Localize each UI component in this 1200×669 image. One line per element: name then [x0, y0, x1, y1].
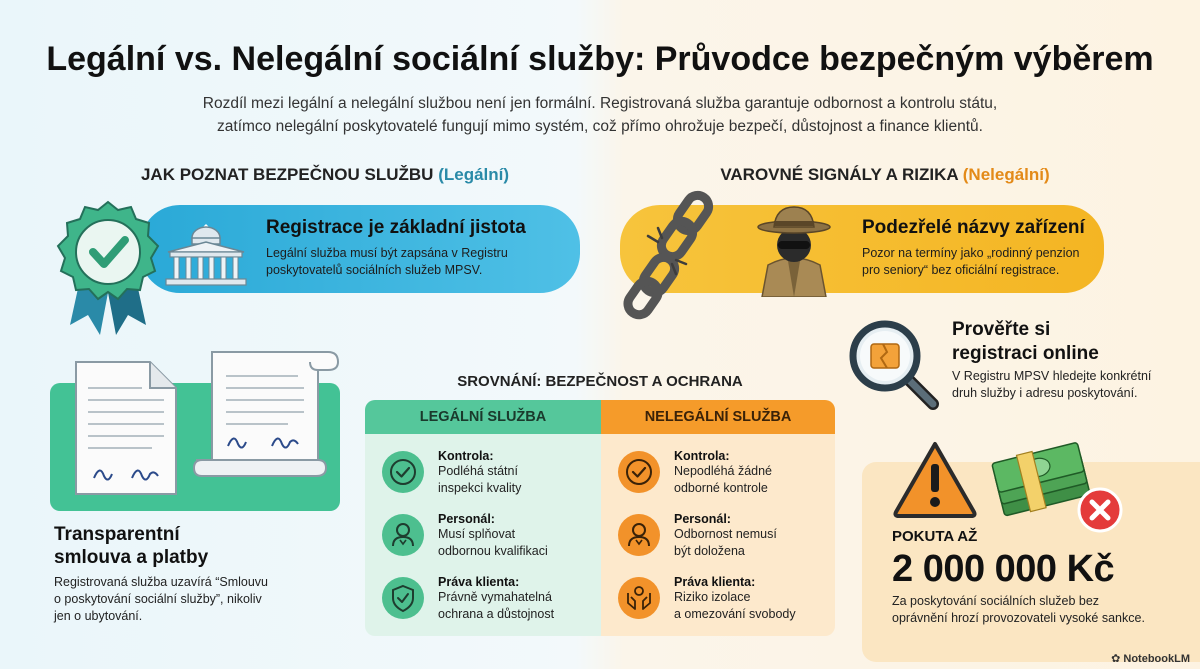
row-label: Personál: [674, 512, 731, 526]
rosette-check-icon [48, 190, 168, 345]
penalty-text [892, 593, 1192, 627]
brand-text: NotebookLM [1123, 653, 1190, 665]
row-label: Personál: [438, 512, 495, 526]
illegal-heading-text: VAROVNÉ SIGNÁLY A RIZIKA [720, 165, 959, 184]
row-text: a omezování svobody [674, 607, 796, 621]
verify-text [952, 368, 1192, 402]
penalty-label: POKUTA AŽ [892, 528, 978, 545]
penalty-text-line: oprávnění hrozí provozovateli vysoké sankce. [892, 611, 1145, 625]
comparison-title: SROVNÁNÍ: BEZPEČNOST A OCHRANA [457, 373, 743, 390]
comparison-illegal-header: NELEGÁLNÍ SLUŽBA [601, 400, 835, 434]
row-text: Musí splňovat [438, 527, 516, 541]
row-text: inspekci kvality [438, 481, 522, 495]
broken-chain-icon [622, 190, 742, 325]
penalty-text-line: Za poskytování sociálních služeb bez [892, 594, 1100, 608]
person-icon [382, 514, 424, 556]
row-text: odborné kontrole [674, 481, 768, 495]
row-label: Práva klienta: [438, 575, 520, 589]
legal-heading-text: JAK POZNAT BEZPEČNOU SLUŽBU [140, 165, 434, 184]
row-label: Kontrola: [674, 449, 730, 463]
row-label: Práva klienta: [674, 575, 756, 589]
row-text: Nepodléhá žádné [674, 464, 772, 478]
contract-text-line: o poskytování sociální služby”, nikoliv [54, 592, 262, 606]
registration-text-line: poskytovatelů sociálních služeb MPSV. [266, 263, 483, 277]
row-text: ochrana a důstojnost [438, 607, 555, 621]
contract-text-line: jen o ubytování. [54, 609, 143, 623]
penalty-amount: 2 000 000 Kč [892, 548, 1115, 590]
comparison-illegal-row [674, 512, 777, 560]
cross-icon [1076, 486, 1124, 539]
spy-icon [744, 205, 844, 302]
verify-text-line: druh služby i adresu poskytování. [952, 386, 1138, 400]
brand-label [1111, 652, 1190, 665]
page-subtitle [140, 92, 1060, 138]
contract-title-line: smlouva a platby [54, 547, 209, 568]
row-text: Odbornost nemusí [674, 527, 777, 541]
subtitle-line: zatímco nelegální poskytovatelé fungují mimo systém, což přímo ohrožuje bezpečí, důstojnost a finance klientů. [217, 118, 983, 135]
contract-title-line: Transparentní [54, 524, 180, 545]
suspicious-text [862, 245, 1102, 279]
warning-icon [892, 440, 978, 523]
contract-title [54, 523, 208, 569]
illegal-heading-tag: (Nelegální) [962, 165, 1050, 184]
government-building-icon [158, 218, 254, 293]
row-text: Riziko izolace [674, 590, 751, 604]
row-text: být doložena [674, 544, 745, 558]
shield-check-icon [382, 577, 424, 619]
person-icon [618, 514, 660, 556]
contract-text [54, 574, 314, 625]
brand-logo-icon: ✿ [1111, 653, 1124, 665]
document-icon [72, 358, 182, 503]
comparison-legal-row [438, 512, 548, 560]
scroll-icon [188, 342, 348, 487]
verify-text-line: V Registru MPSV hledejte konkrétní [952, 369, 1152, 383]
page-title: Legální vs. Nelegální sociální služby: Průvodce bezpečným výběrem [46, 40, 1154, 78]
hands-icon [618, 577, 660, 619]
legal-section-heading [90, 165, 560, 185]
comparison-legal-row [438, 575, 554, 623]
comparison-legal-row [438, 449, 521, 497]
row-text: Podléhá státní [438, 464, 518, 478]
registration-text-line: Legální služba musí být zapsána v Registru [266, 246, 508, 260]
comparison-illegal-row [674, 449, 772, 497]
comparison-legal-header: LEGÁLNÍ SLUŽBA [365, 400, 601, 434]
row-label: Kontrola: [438, 449, 494, 463]
row-text: Právně vymahatelná [438, 590, 552, 604]
magnifier-icon [845, 318, 945, 418]
row-text: odbornou kvalifikaci [438, 544, 548, 558]
comparison-illegal-row [674, 575, 796, 623]
suspicious-text-line: pro seniory“ bez oficiální registrace. [862, 263, 1060, 277]
suspicious-text-line: Pozor na termíny jako „rodinný penzion [862, 246, 1080, 260]
illegal-section-heading [650, 165, 1120, 185]
contract-text-line: Registrovaná služba uzavírá “Smlouvu [54, 575, 268, 589]
verify-title [952, 318, 1099, 366]
verify-title-line: Prověřte si [952, 319, 1051, 340]
legal-heading-tag: (Legální) [438, 165, 510, 184]
registration-text [266, 245, 566, 279]
suspicious-title: Podezřelé názvy zařízení [862, 217, 1085, 238]
verify-title-line: registraci online [952, 343, 1099, 364]
subtitle-line: Rozdíl mezi legální a nelegální službou není jen formální. Registrovaná služba garantuje odbornost a kontrolu státu, [202, 95, 998, 112]
check-icon [618, 451, 660, 493]
registration-title: Registrace je základní jistota [266, 217, 526, 238]
check-icon [382, 451, 424, 493]
